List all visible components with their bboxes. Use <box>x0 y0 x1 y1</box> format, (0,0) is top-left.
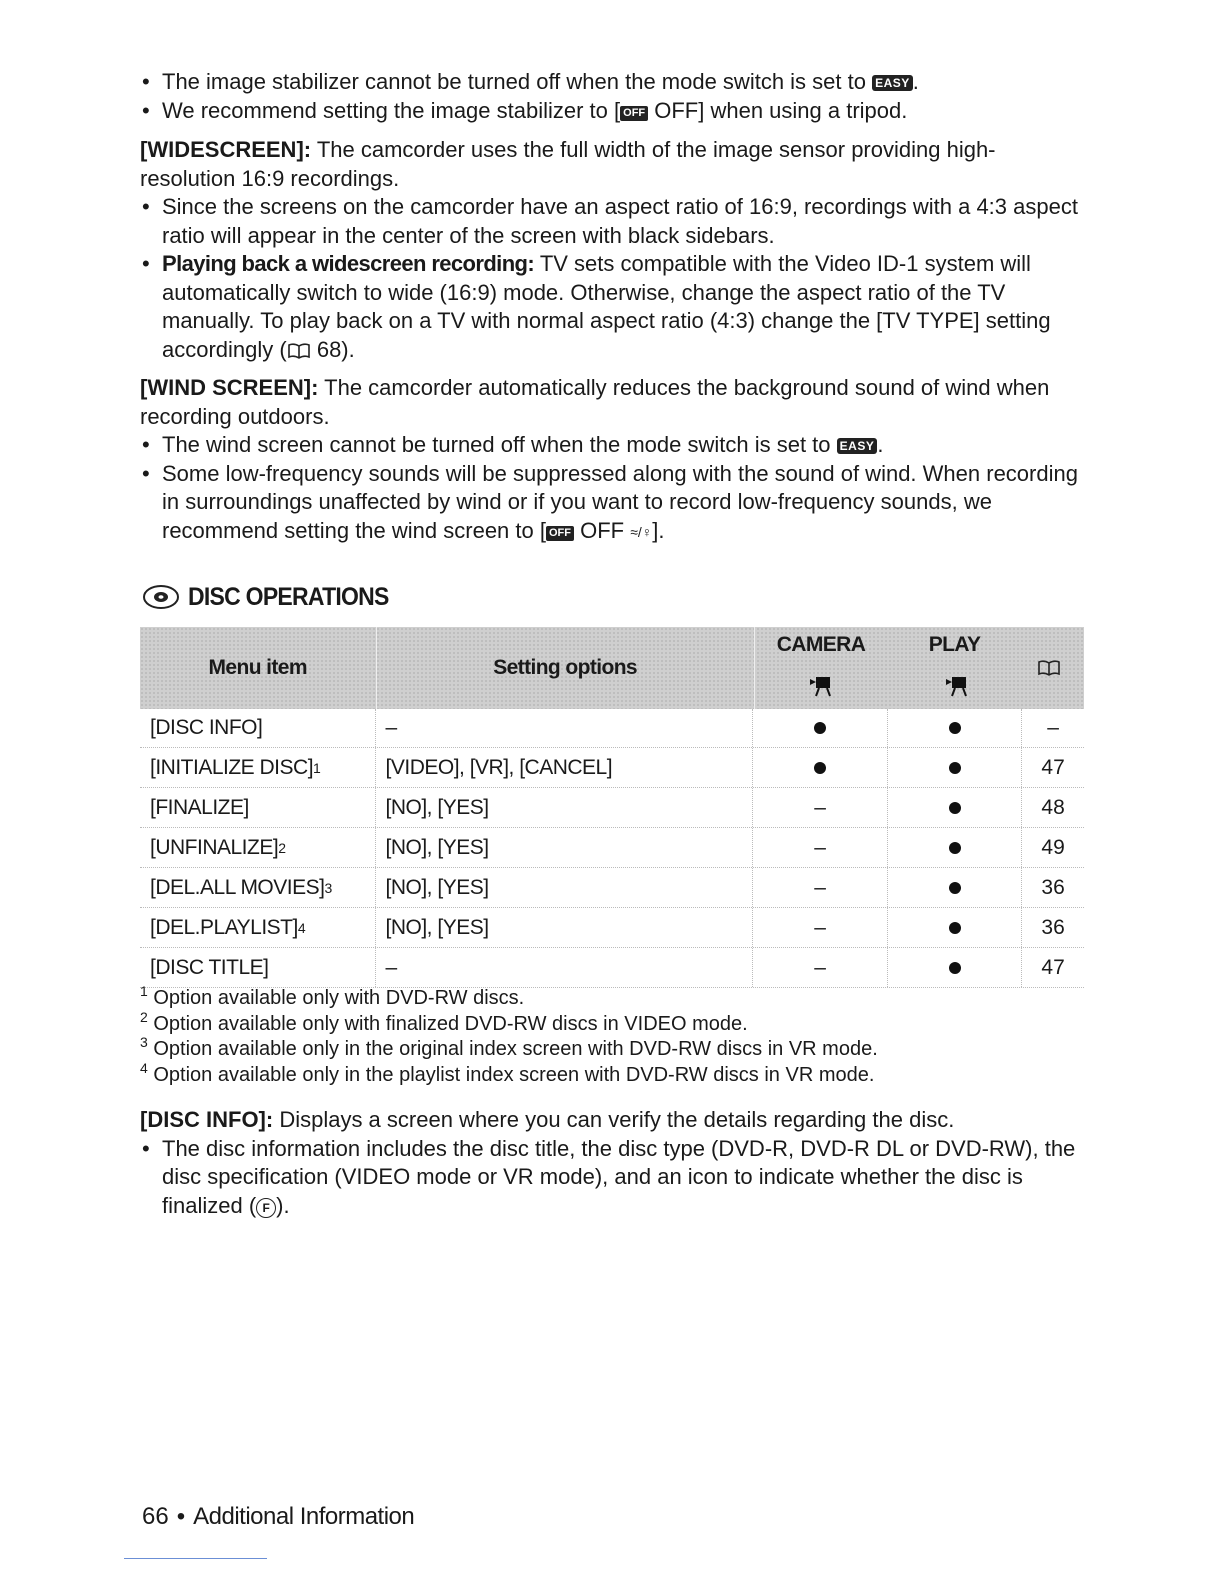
finalized-icon: F <box>256 1198 276 1218</box>
setting-options-cell: – <box>376 709 753 747</box>
header-play: PLAY <box>928 633 981 656</box>
setting-options-cell: [NO], [YES] <box>376 908 753 947</box>
available-dot <box>814 762 826 774</box>
disc-icon <box>142 584 180 610</box>
table-row <box>140 948 1084 988</box>
header-setting-options: Setting options <box>377 627 755 709</box>
menu-item-cell: [DISC TITLE] <box>140 948 376 987</box>
header-camera: CAMERA <box>776 633 866 656</box>
menu-item-cell: [DEL.ALL MOVIES] 3 <box>140 868 376 907</box>
widescreen-section <box>140 136 1080 364</box>
wind-screen-desc: [WIND SCREEN]: The camcorder automatically reduces the background sound of wind when recording outdoors. <box>140 375 1050 429</box>
list-item: • We recommend setting the image stabilizer to [ OFF OFF] when using a tripod. <box>140 97 1080 126</box>
available-dot <box>949 722 961 734</box>
footer-rule <box>124 1558 267 1559</box>
list-item: • Since the screens on the camcorder have an aspect ratio of 16:9, recordings with a 4:3 aspect ratio will appear in the center of the screen with black sidebars. <box>140 193 1080 250</box>
list-item: • Some low-frequency sounds will be suppressed along with the sound of wind. When recording in surroundings unaffected by wind or if you want to record low-frequency sounds, we recommend setting the wind screen to [ OFF OFF ≈/♀]. <box>140 460 1080 547</box>
setting-options-cell: [NO], [YES] <box>376 788 753 827</box>
footnote: $^1$ Option available only with DVD-RW discs. <box>140 983 525 1009</box>
play-mode-cell <box>888 709 1022 747</box>
available-dot <box>949 762 961 774</box>
menu-item-cell: [DEL.PLAYLIST] 4 <box>140 908 376 947</box>
footnote: $^4$ Option available only in the playlist index screen with DVD-RW discs in VR mode. <box>140 1059 875 1086</box>
wind-screen-icon: ≈/♀ <box>630 523 653 540</box>
play-mode-cell <box>888 908 1022 947</box>
page-footer <box>142 1503 414 1531</box>
page-ref-cell: 48 <box>1041 795 1065 819</box>
table-row <box>140 828 1084 868</box>
page-ref-cell: 49 <box>1041 835 1065 859</box>
menu-item-cell: [FINALIZE] <box>140 788 376 827</box>
page-ref-cell: 36 <box>1041 915 1065 939</box>
movie-play-icon <box>943 671 973 701</box>
page-number: 66 <box>142 1503 169 1530</box>
header-menu-item: Menu item <box>140 627 377 709</box>
table-header <box>140 627 1084 709</box>
disc-info-section <box>140 1106 1080 1220</box>
play-mode-cell <box>888 748 1022 787</box>
table-row <box>140 748 1084 788</box>
camera-mode-cell: – <box>753 948 889 987</box>
book-icon <box>287 343 311 359</box>
easy-mode-icon: EASY <box>872 75 913 91</box>
camera-mode-cell: – <box>753 868 889 907</box>
setting-options-cell: – <box>376 948 753 987</box>
setting-options-cell: [NO], [YES] <box>376 868 753 907</box>
movie-camera-icon <box>807 671 837 701</box>
table-row <box>140 788 1084 828</box>
list-item: • The disc information includes the disc title, the disc type (DVD-R, DVD-R DL or DVD-RW), the disc specification (VIDEO mode or VR mode), and an icon to indicate whether the disc is finalized ( F ). <box>140 1135 1080 1221</box>
footer-section: Additional Information <box>193 1503 415 1530</box>
disc-info-desc: [DISC INFO]: Displays a screen where you can verify the details regarding the disc. <box>140 1107 955 1132</box>
camera-mode-cell <box>753 709 889 747</box>
menu-item-cell: [DISC INFO] <box>140 709 376 747</box>
footnote: $^2$ Option available only with finalized DVD-RW discs in VIDEO mode. <box>140 1008 748 1035</box>
intro-bullets <box>140 68 1080 125</box>
list-item: • The wind screen cannot be turned off when the mode switch is set to EASY . <box>140 431 1080 460</box>
page-ref-cell: – <box>1047 716 1059 739</box>
menu-item-cell: [UNFINALIZE] 2 <box>140 828 376 867</box>
page-ref-cell: 47 <box>1041 955 1065 979</box>
footnote: $^3$ Option available only in the original index screen with DVD-RW discs in VR mode. <box>140 1034 878 1060</box>
camera-mode-cell <box>753 748 889 787</box>
section-title: DISC OPERATIONS <box>188 582 389 611</box>
available-dot <box>949 842 961 854</box>
available-dot <box>949 802 961 814</box>
book-icon <box>1037 660 1061 676</box>
menu-item-cell: [INITIALIZE DISC] 1 <box>140 748 376 787</box>
list-item: • The image stabilizer cannot be turned off when the mode switch is set to EASY . <box>140 68 1080 97</box>
disc-operations-table <box>140 627 1084 988</box>
widescreen-desc: [WIDESCREEN]: The camcorder uses the full width of the image sensor providing high-resolution 16:9 recordings. <box>140 137 996 191</box>
page-ref-cell: 47 <box>1041 755 1065 779</box>
setting-options-cell: [VIDEO], [VR], [CANCEL] <box>376 748 753 787</box>
footnotes <box>140 983 1080 1088</box>
play-mode-cell <box>888 948 1022 987</box>
header-modes <box>755 627 1014 709</box>
list-item: • Playing back a widescreen recording: TV sets compatible with the Video ID-1 system will automatically switch to wide (16:9) mode. Otherwise, change the aspect ratio of the TV manually. To play back on a TV with normal aspect ratio (4:3) change the [TV TYPE] setting accordingly ( 68). <box>140 250 1080 364</box>
available-dot <box>949 962 961 974</box>
wind-off-icon: OFF <box>546 526 574 541</box>
table-row <box>140 908 1084 948</box>
play-mode-cell <box>888 788 1022 827</box>
table-row <box>140 709 1084 748</box>
wind-screen-section <box>140 374 1080 546</box>
table-row <box>140 868 1084 908</box>
available-dot <box>949 882 961 894</box>
bullet-separator: • <box>176 1503 186 1530</box>
table-body <box>140 709 1084 988</box>
page-ref-cell: 36 <box>1041 875 1065 899</box>
header-page-ref <box>1014 627 1084 709</box>
available-dot <box>814 722 826 734</box>
camera-mode-cell: – <box>753 788 889 827</box>
available-dot <box>949 922 961 934</box>
play-mode-cell <box>888 828 1022 867</box>
setting-options-cell: [NO], [YES] <box>376 828 753 867</box>
play-mode-cell <box>888 868 1022 907</box>
section-heading <box>142 580 406 614</box>
easy-mode-icon: EASY <box>837 438 878 454</box>
stabilizer-off-icon: OFF <box>620 106 648 121</box>
camera-mode-cell: – <box>753 828 889 867</box>
camera-mode-cell: – <box>753 908 889 947</box>
